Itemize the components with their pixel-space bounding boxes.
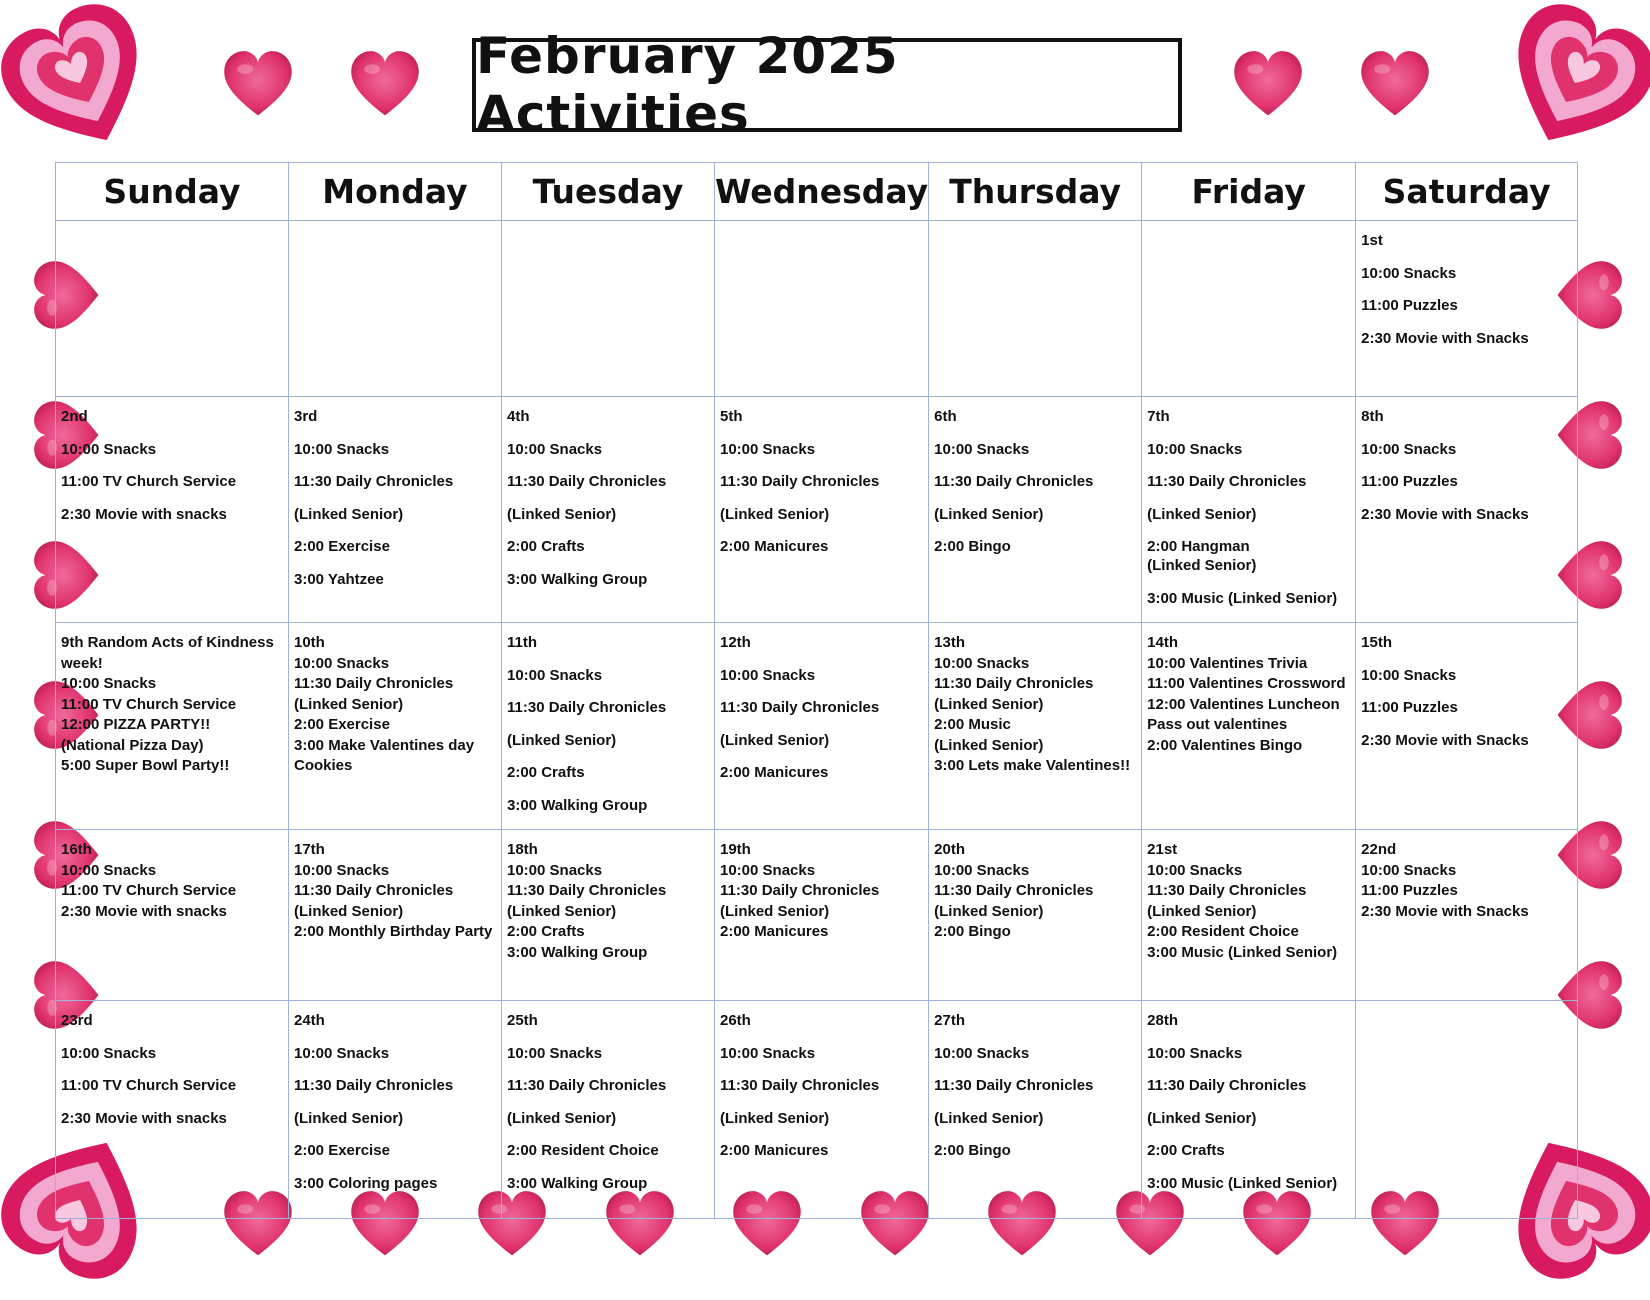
day-cell	[289, 397, 502, 623]
activity-item: 2:30 Movie with Snacks	[1361, 731, 1529, 749]
day-cell	[56, 397, 289, 623]
activity-item: 11:30 Daily Chronicles	[294, 1077, 454, 1094]
day-cell	[929, 623, 1142, 830]
activity-item: (Linked Senior)	[294, 1109, 404, 1127]
activity-item: 11:30 Daily Chronicles	[720, 882, 880, 899]
day-label: 8th	[1361, 408, 1384, 425]
activity-item: 10:00 Snacks	[1147, 1044, 1243, 1062]
activity-item: 2:00 Resident Choice	[507, 1142, 659, 1159]
day-label: 19th	[720, 841, 751, 858]
day-header: Monday	[289, 163, 502, 221]
day-cell	[1356, 1001, 1578, 1219]
activity-item: (Linked Senior)	[507, 902, 617, 920]
activity-item: 11:00 TV Church Service	[61, 695, 237, 713]
activity-item: 10:00 Snacks	[1361, 861, 1457, 879]
day-label: 18th	[507, 841, 538, 858]
activity-item: 10:00 Snacks	[294, 654, 390, 672]
day-label: 16th	[61, 841, 92, 858]
heart-icon	[1355, 45, 1435, 125]
day-header: Tuesday	[502, 163, 715, 221]
day-cell	[502, 623, 715, 830]
day-cell	[56, 623, 289, 830]
day-label: 11th	[507, 634, 538, 651]
day-cell	[502, 221, 715, 397]
day-label: 24th	[294, 1012, 325, 1029]
day-header: Saturday	[1356, 163, 1578, 221]
activity-item: 3:00 Walking Group	[507, 943, 648, 961]
activity-item: 10:00 Snacks	[507, 1044, 603, 1062]
activity-item: 10:00 Snacks	[61, 861, 157, 879]
day-label: 9th Random Acts of Kindness week!	[61, 634, 278, 672]
activity-item: 11:00 Valentines Crossword	[1147, 675, 1346, 692]
day-cell	[715, 221, 929, 397]
activity-item: 2:00 Monthly Birthday Party	[294, 923, 493, 940]
activity-item: 2:00 Valentines Bingo	[1147, 736, 1303, 754]
corner-heart-icon	[1475, 0, 1650, 183]
week-row	[56, 830, 1578, 1001]
day-label: 23rd	[61, 1012, 93, 1029]
day-label: 13th	[934, 634, 965, 651]
activity-item: 2:30 Movie with snacks	[61, 1109, 227, 1127]
day-label: 26th	[720, 1012, 751, 1029]
activity-item: 11:00 Puzzles	[1361, 699, 1458, 716]
activity-item: (Linked Senior)	[934, 695, 1044, 713]
activity-item: (Linked Senior)	[507, 505, 617, 523]
day-cell	[289, 623, 502, 830]
activity-item: 3:00 Make Valentines day Cookies	[294, 736, 479, 774]
day-label: 4th	[507, 408, 530, 425]
day-label: 5th	[720, 408, 743, 425]
day-label: 15th	[1361, 634, 1392, 651]
day-cell	[929, 397, 1142, 623]
activity-item: 2:00 Exercise	[294, 1142, 390, 1159]
day-cell	[1356, 623, 1578, 830]
activity-item: 11:30 Daily Chronicles	[507, 882, 667, 899]
day-cell	[1142, 623, 1356, 830]
day-label: 6th	[934, 408, 957, 425]
activity-item: 10:00 Snacks	[1361, 440, 1457, 458]
day-label: 14th	[1147, 634, 1178, 651]
calendar-grid	[55, 162, 1578, 1219]
activity-item: (Linked Senior)	[507, 731, 617, 749]
week-row	[56, 397, 1578, 623]
activity-item: 2:00 Music	[934, 716, 1011, 733]
activity-item: (Linked Senior)	[934, 736, 1044, 754]
activity-item: 2:00 Bingo	[934, 923, 1011, 940]
activity-item: 10:00 Snacks	[934, 440, 1030, 458]
activity-item: 11:30 Daily Chronicles	[294, 882, 454, 899]
activity-item: 10:00 Snacks	[720, 666, 816, 684]
activity-item: 10:00 Snacks	[720, 861, 816, 879]
activity-item: (Linked Senior)	[720, 1109, 830, 1127]
activity-item: 10:00 Snacks	[1361, 264, 1457, 282]
activity-item: 5:00 Super Bowl Party!!	[61, 757, 230, 774]
day-label: 22nd	[1361, 841, 1397, 858]
activity-item: 10:00 Snacks	[294, 1044, 390, 1062]
activity-item: (Linked Senior)	[1147, 902, 1257, 920]
day-label: 10th	[294, 634, 325, 651]
activity-item: 10:00 Snacks	[1147, 440, 1243, 458]
title-box	[472, 27, 1182, 143]
activity-item: 10:00 Snacks	[507, 440, 603, 458]
day-cell	[715, 830, 929, 1001]
activity-item: 2:00 Exercise	[294, 538, 390, 555]
activity-item: 3:00 Walking Group	[507, 570, 648, 588]
activity-item: 3:00 Yahtzee	[294, 570, 384, 588]
activity-item: 11:30 Daily Chronicles	[507, 699, 667, 716]
activity-item: 10:00 Snacks	[61, 1044, 157, 1062]
day-label: 2nd	[61, 408, 88, 425]
activity-item: 3:00 Music (Linked Senior)	[1147, 589, 1338, 607]
activity-item: 10:00 Snacks	[1147, 861, 1243, 879]
activity-item: (Linked Senior)	[1147, 1109, 1257, 1127]
day-cell	[502, 1001, 715, 1219]
activity-item: 11:30 Daily Chronicles	[294, 675, 454, 692]
activity-item: 2:00 Crafts	[1147, 1142, 1225, 1159]
activity-item: 11:00 Puzzles	[1361, 882, 1458, 899]
day-cell	[502, 397, 715, 623]
heart-icon	[345, 45, 425, 125]
activity-item: (Linked Senior)	[720, 505, 830, 523]
day-label: 21st	[1147, 841, 1178, 858]
day-cell	[1142, 221, 1356, 397]
activity-item: (Linked Senior)	[934, 505, 1044, 523]
activity-item: 10:00 Snacks	[61, 675, 157, 692]
day-header: Friday	[1142, 163, 1356, 221]
day-label: 25th	[507, 1012, 538, 1029]
activity-item: 11:00 TV Church Service	[61, 473, 237, 490]
page-title: February 2025 Activities	[476, 27, 899, 143]
activity-item: (Linked Senior)	[507, 1109, 617, 1127]
activity-item: (Linked Senior)	[294, 695, 404, 713]
activity-item: 11:00 Puzzles	[1361, 297, 1458, 314]
day-label: 3rd	[294, 408, 318, 425]
activity-item: 11:30 Daily Chronicles	[720, 1077, 880, 1094]
day-label: 12th	[720, 634, 751, 651]
day-header: Sunday	[56, 163, 289, 221]
day-cell	[56, 830, 289, 1001]
day-cell	[56, 221, 289, 397]
activity-item: 2:00 Hangman (Linked Senior)	[1147, 538, 1257, 574]
day-cell	[1142, 830, 1356, 1001]
activity-item: 11:00 Puzzles	[1361, 473, 1458, 490]
activity-item: 2:00 Crafts	[507, 538, 585, 555]
day-cell	[56, 1001, 289, 1219]
activity-item: 2:00 Manicures	[720, 923, 829, 940]
activity-item: 2:00 Resident Choice	[1147, 923, 1299, 940]
activity-item: 10:00 Snacks	[507, 666, 603, 684]
activity-item: 11:30 Daily Chronicles	[294, 473, 454, 490]
activity-item: 11:00 TV Church Service	[61, 882, 237, 899]
activity-item: 12:00 Valentines Luncheon	[1147, 695, 1340, 713]
day-header: Thursday	[929, 163, 1142, 221]
day-label: 7th	[1147, 408, 1170, 425]
activity-item: Pass out valentines	[1147, 716, 1288, 733]
activity-item: (National Pizza Day)	[61, 736, 204, 754]
day-cell	[1142, 1001, 1356, 1219]
day-label: 28th	[1147, 1012, 1178, 1029]
week-row	[56, 623, 1578, 830]
activity-item: 10:00 Snacks	[934, 1044, 1030, 1062]
day-label: 1st	[1361, 232, 1383, 249]
day-cell	[715, 623, 929, 830]
activity-item: 2:00 Manicures	[720, 764, 829, 781]
activity-item: 2:00 Manicures	[720, 1142, 829, 1159]
heart-icon	[1228, 45, 1308, 125]
day-header-row	[56, 163, 1578, 221]
day-header: Wednesday	[715, 163, 929, 221]
activity-item: 2:00 Crafts	[507, 764, 585, 781]
activity-item: 11:30 Daily Chronicles	[934, 675, 1094, 692]
day-cell	[289, 1001, 502, 1219]
activity-item: 2:30 Movie with Snacks	[1361, 505, 1529, 523]
activity-item: 2:30 Movie with Snacks	[1361, 329, 1529, 347]
activity-item: 11:30 Daily Chronicles	[507, 1077, 667, 1094]
activity-item: 3:00 Walking Group	[507, 1174, 648, 1192]
day-label: 20th	[934, 841, 965, 858]
activity-item: 3:00 Music (Linked Senior)	[1147, 1174, 1338, 1192]
activity-item: 11:30 Daily Chronicles	[1147, 882, 1307, 899]
day-cell	[289, 221, 502, 397]
activity-item: 2:30 Movie with Snacks	[1361, 902, 1529, 920]
activity-item: 11:30 Daily Chronicles	[934, 882, 1094, 899]
activity-item: (Linked Senior)	[720, 902, 830, 920]
day-cell	[1356, 397, 1578, 623]
activity-item: 11:30 Daily Chronicles	[934, 473, 1094, 490]
activity-item: 3:00 Walking Group	[507, 796, 648, 814]
day-cell	[502, 830, 715, 1001]
day-cell	[1356, 221, 1578, 397]
activity-item: 2:30 Movie with snacks	[61, 505, 227, 523]
activity-item: 2:30 Movie with snacks	[61, 902, 227, 920]
activity-item: 3:00 Lets make Valentines!!	[934, 757, 1131, 774]
day-cell	[715, 1001, 929, 1219]
activity-item: 11:30 Daily Chronicles	[934, 1077, 1094, 1094]
day-cell	[715, 397, 929, 623]
activity-item: (Linked Senior)	[720, 731, 830, 749]
activity-item: 10:00 Snacks	[720, 440, 816, 458]
activity-item: 3:00 Coloring pages	[294, 1174, 438, 1192]
activity-item: (Linked Senior)	[934, 902, 1044, 920]
activity-item: 11:30 Daily Chronicles	[720, 699, 880, 716]
activity-item: 10:00 Snacks	[934, 861, 1030, 879]
activity-item: 11:30 Daily Chronicles	[1147, 1077, 1307, 1094]
activity-item: 3:00 Music (Linked Senior)	[1147, 943, 1338, 961]
activity-item: 10:00 Snacks	[61, 440, 157, 458]
day-cell	[1356, 830, 1578, 1001]
week-row	[56, 221, 1578, 397]
day-label: 27th	[934, 1012, 965, 1029]
activity-item: 11:30 Daily Chronicles	[1147, 473, 1307, 490]
activity-item: (Linked Senior)	[294, 505, 404, 523]
day-label: 17th	[294, 841, 325, 858]
activity-item: 10:00 Snacks	[507, 861, 603, 879]
activity-item: 10:00 Snacks	[720, 1044, 816, 1062]
activity-item: (Linked Senior)	[934, 1109, 1044, 1127]
day-cell	[289, 830, 502, 1001]
activity-item: 10:00 Snacks	[294, 440, 390, 458]
day-cell	[929, 1001, 1142, 1219]
activity-item: (Linked Senior)	[294, 902, 404, 920]
activity-item: 11:30 Daily Chronicles	[720, 473, 880, 490]
activity-item: 12:00 PIZZA PARTY!!	[61, 716, 211, 733]
activity-item: 2:00 Bingo	[934, 1142, 1011, 1159]
week-row	[56, 1001, 1578, 1219]
corner-heart-icon	[0, 0, 180, 183]
day-cell	[1142, 397, 1356, 623]
activity-item: 10:00 Snacks	[294, 861, 390, 879]
activity-item: (Linked Senior)	[1147, 505, 1257, 523]
activity-item: 2:00 Crafts	[507, 923, 585, 940]
day-cell	[929, 830, 1142, 1001]
activity-item: 2:00 Manicures	[720, 538, 829, 555]
activity-item: 2:00 Bingo	[934, 538, 1011, 555]
activity-item: 11:00 TV Church Service	[61, 1077, 237, 1094]
day-cell	[929, 221, 1142, 397]
activity-item: 10:00 Valentines Trivia	[1147, 654, 1308, 672]
activity-item: 10:00 Snacks	[1361, 666, 1457, 684]
activity-item: 11:30 Daily Chronicles	[507, 473, 667, 490]
activity-item: 2:00 Exercise	[294, 716, 390, 733]
heart-icon	[218, 45, 298, 125]
activity-item: 10:00 Snacks	[934, 654, 1030, 672]
